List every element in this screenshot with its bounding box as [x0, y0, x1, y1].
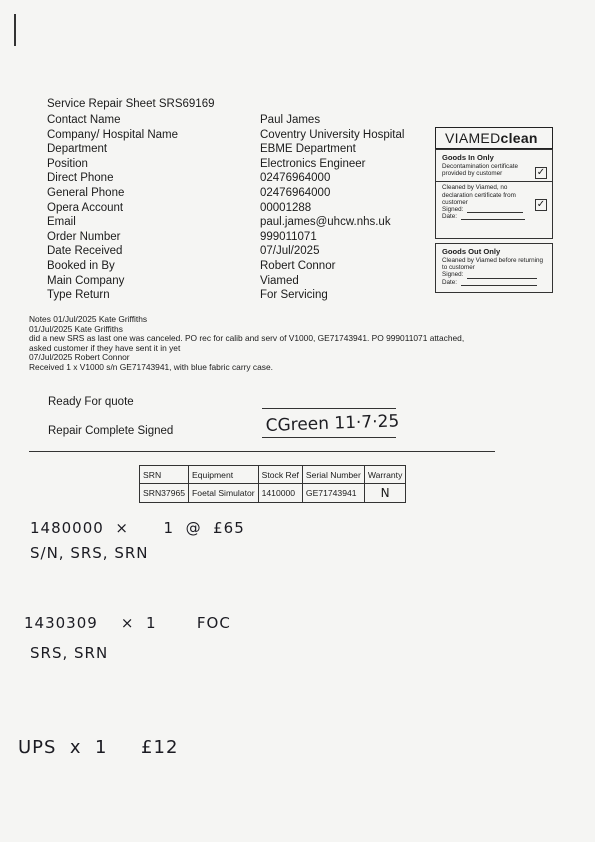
- direct-phone-value: 02476964000: [260, 172, 331, 185]
- signed-label: Signed:: [442, 206, 464, 214]
- goods-out-text: Cleaned by Viamed before returning to customer: [442, 257, 544, 272]
- equipment-table: [139, 465, 406, 503]
- table-cell: GE71743941: [302, 484, 364, 503]
- field-label: Company/ Hospital Name: [47, 128, 179, 141]
- email-value: paul.james@uhcw.nhs.uk: [260, 216, 391, 229]
- field-label: Email: [47, 216, 76, 229]
- cleaned-checkbox: ✓: [536, 199, 546, 210]
- note-line: did a new SRS as last one was canceled. PO rec for calib and serv of V1000, GE71743941. PO 999011071 attached,: [29, 333, 465, 344]
- field-label: Order Number: [47, 230, 121, 243]
- main-company-value: Viamed: [260, 274, 299, 287]
- field-label: Booked in By: [47, 259, 115, 272]
- note-line: Notes 01/Jul/2025 Kate Griffiths: [29, 314, 148, 324]
- brand-bold: clean: [500, 130, 538, 146]
- divider: [29, 451, 495, 452]
- out-date-label: Date:: [442, 278, 458, 286]
- field-label: Contact Name: [47, 114, 121, 126]
- out-signed-label: Signed:: [442, 271, 464, 279]
- goods-out-title: Goods Out Only: [442, 247, 501, 256]
- note-line: 01/Jul/2025 Kate Griffiths: [29, 323, 123, 334]
- column-header: Stock Ref: [258, 466, 302, 484]
- date-line: [461, 219, 525, 220]
- field-label: General Phone: [47, 186, 125, 199]
- handwritten-line: 1430309 × 1 FOC: [24, 614, 231, 632]
- opera-account-value: 00001288: [260, 201, 312, 214]
- goods-in-box: [435, 149, 553, 239]
- table-cell: SRN37965: [140, 484, 189, 503]
- goods-out-box: [435, 243, 553, 293]
- notes-section: [29, 315, 559, 373]
- handwritten-line: 1480000 × 1 @ £65: [30, 519, 245, 537]
- out-date-line: [461, 285, 537, 286]
- field-labels: [47, 113, 178, 303]
- goods-in-title: Goods In Only: [442, 153, 494, 162]
- column-header: Serial Number: [302, 466, 364, 484]
- viamed-clean-stamp: [435, 127, 553, 295]
- brand-light: VIAMED: [445, 130, 501, 146]
- ready-for-quote-line: [262, 408, 396, 409]
- contact-name-value: Paul James: [260, 114, 321, 126]
- column-header: Warranty: [364, 466, 406, 484]
- field-label: Direct Phone: [47, 172, 114, 185]
- handwritten-line: SRS, SRN: [30, 644, 109, 662]
- repair-complete-line: [262, 437, 396, 438]
- table-header-row: [140, 466, 406, 484]
- date-label: Date:: [442, 213, 458, 221]
- stamp-divider: [436, 181, 552, 182]
- field-values: [260, 113, 404, 303]
- department-value: EBME Department: [260, 143, 356, 156]
- field-label: Main Company: [47, 274, 125, 287]
- pen-mark: [14, 14, 16, 46]
- repair-complete-label: Repair Complete Signed: [48, 425, 174, 437]
- note-line: asked customer if they have sent it in yet: [29, 342, 181, 353]
- cleaned-text: Cleaned by Viamed, no declaration certificate from customer: [442, 184, 516, 206]
- field-label: Date Received: [47, 245, 123, 258]
- sheet-title: Service Repair Sheet SRS69169: [47, 98, 215, 110]
- note-line: Received 1 x V1000 s/n GE71743941, with blue fabric carry case.: [29, 361, 273, 372]
- ready-for-quote-label: Ready For quote: [48, 396, 134, 408]
- booked-in-by-value: Robert Connor: [260, 259, 336, 272]
- handwritten-line: S/N, SRS, SRN: [30, 544, 149, 562]
- table-cell: 1410000: [258, 484, 302, 503]
- note-line: 07/Jul/2025 Robert Connor: [29, 352, 130, 363]
- type-return-value: For Servicing: [260, 289, 328, 302]
- field-label: Position: [47, 157, 88, 170]
- date-received-value: 07/Jul/2025: [260, 245, 320, 258]
- field-label: Department: [47, 143, 108, 156]
- decon-text: Decontamination certificate provided by customer: [442, 163, 518, 178]
- table-cell: N: [364, 484, 406, 503]
- position-value: Electronics Engineer: [260, 157, 366, 170]
- field-label: Type Return: [47, 289, 110, 302]
- handwritten-line: UPS x 1 £12: [18, 737, 179, 758]
- general-phone-value: 02476964000: [260, 186, 331, 199]
- decon-checkbox: ✓: [536, 167, 546, 178]
- column-header: Equipment: [189, 466, 259, 484]
- table-cell: Foetal Simulator: [189, 484, 259, 503]
- table-row: [140, 484, 406, 503]
- hospital-name-value: Coventry University Hospital: [260, 128, 405, 141]
- stamp-brand: [435, 127, 553, 149]
- column-header: SRN: [140, 466, 189, 484]
- repair-signature: CGreen 11·7·25: [265, 411, 400, 436]
- order-number-value: 999011071: [260, 230, 317, 243]
- field-label: Opera Account: [47, 201, 124, 214]
